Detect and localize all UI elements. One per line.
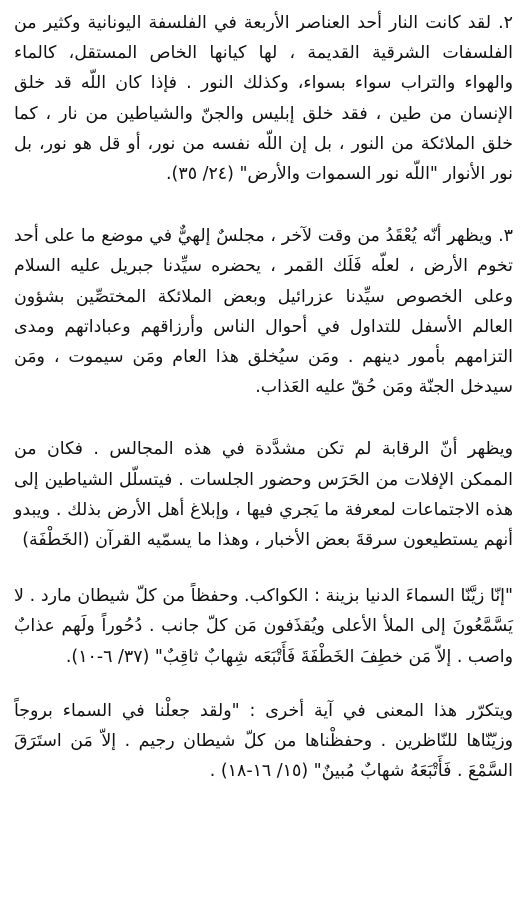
paragraph-spacer	[14, 672, 513, 696]
paragraph-surveillance: ويظهر أنّ الرقابة لم تكن مشدَّدة في هذه المجالس . فكان من الممكن الإفلات من الحَرَس وحضور الجلسات . فيتسلّل الشياطين إلى هذه الاجتماعات لمعرفة ما يَجري فيها ، وإبلاغ أهل الأرض بذلك . ويبدو أنهم يستطيعون سرقةَ بعض الأخبار ، وهذا ما يسمّيه القرآن (الخَطْفَة)	[14, 439, 513, 551]
paragraph-spacer	[14, 402, 513, 434]
quran-quote-al-hijr: ويتكرّر هذا المعنى في آية أخرى : "ولقد جعلْنا في السماء بروجاً وزيّنّاها للنّاظرين . وحفظْناها من كلّ شيطان رجيم . إلاّ مَن استَرَقَ السَّمْعَ . فَأَتْبَعَهُ شهابٌ مُبينٌ" (١٥/ ١٦-١٨) .	[14, 700, 513, 782]
quran-quote-as-saffat: "إنّا زيَّنّا السماءَ الدنيا بزينة : الكواكب. وحفظاً من كلّ شيطان مارد . لا يَسَّمَّعُونَ إلى الملأ الأعلى ويُقذَفون مَن كلّ جانب . دُحُوراً ولَهم عذابٌ واصب . إلاّ مَن خطِفَ الخَطْفَةَ فَأَتْبَعَه شِهابٌ ثاقِبٌ" (٣٧/ ٦-١٠).	[14, 586, 513, 667]
paragraph-spacer	[14, 555, 513, 581]
paragraph-fire-elements: ٢. لقد كانت النار أحد العناصر الأربعة في الفلسفة اليونانية وكثير من الفلسفات الشرقية القديمة ، لها كيانها الخاص المستقل، كالماء والهواء والتراب سواء بسواء، وكذلك النور . فإذا كان اللّه قد خلق الإنسان من طين ، فقد خلق إبليس والجنّ والشياطين من نار ، كما خلق الملائكة من النور ، بل إن اللّه نفسه من نور، أو قل هو نور، بل نور الأنوار "اللّه نور السموات والأرض" (٢٤/ ٣٥).	[14, 13, 513, 185]
paragraph-spacer	[14, 189, 513, 221]
paragraph-divine-council: ٣. ويظهر أنّه يُعْقَدُ من وقت لآخر ، مجلسٌ إلهيٌّ في موضع ما على أحد تخوم الأرض ، لعلّه فَلَك القمر ، يحضره سيِّدنا جبريل عليه السلام وعلى الخصوص سيِّدنا عزرائيل وبعض الملائكة المختصِّين بشؤون العالم الأسفل للتداول في أحوال الناس وأرزاقهم وعباداتهم ومدى التزامهم بأمور دينهم . ومَن سيُخلق هذا العام ومَن سيموت ، ومَن سيدخل الجنّة ومَن حُقّ عليه العَذاب.	[14, 226, 513, 398]
